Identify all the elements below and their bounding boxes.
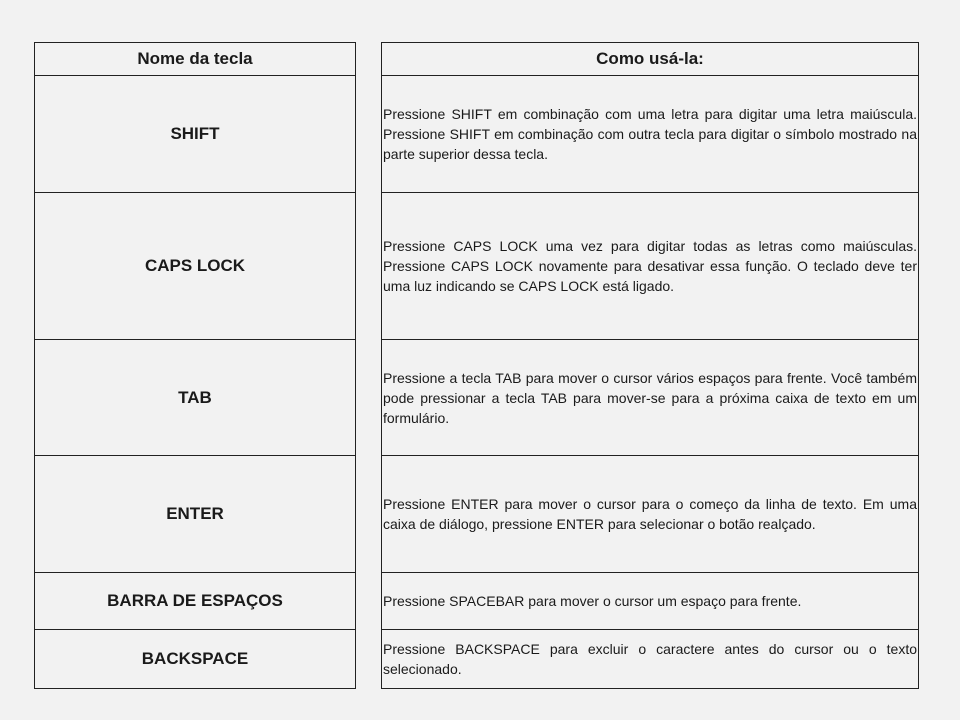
key-name-cell: CAPS LOCK	[35, 193, 355, 340]
key-name-column	[34, 42, 356, 689]
usage-cell	[382, 630, 918, 688]
key-name-cell: BARRA DE ESPAÇOS	[35, 573, 355, 630]
usage-text: Pressione a tecla TAB para mover o cursor vários espaços para frente. Você também pode pressionar a tecla TAB para mover-se para a próxima caixa de texto em um formulário.	[383, 369, 917, 426]
usage-cell	[382, 456, 918, 573]
key-name-cell: BACKSPACE	[141, 649, 249, 668]
key-name-header: Nome da tecla	[35, 43, 355, 76]
usage-text: Pressione CAPS LOCK uma vez para digitar todas as letras como maiúsculas. Pressione CAPS LOCK novamente para desativar essa função. O teclado deve ter uma luz indicando se CAPS LOCK está ligado.	[383, 238, 917, 294]
usage-header: Como usá-la:	[382, 43, 918, 76]
usage-cell	[382, 340, 918, 456]
usage-cell	[382, 76, 918, 193]
usage-text: Pressione BACKSPACE para excluir o caractere antes do cursor ou o texto selecionado.	[383, 641, 917, 677]
key-name-cell: TAB	[35, 340, 355, 456]
key-name-cell: SHIFT	[35, 76, 355, 193]
usage-text: Pressione SPACEBAR para mover o cursor um espaço para frente.	[383, 593, 802, 609]
usage-column	[381, 42, 919, 689]
usage-cell	[382, 193, 918, 340]
key-name-cell: ENTER	[35, 456, 355, 573]
usage-text: Pressione SHIFT em combinação com uma letra para digitar uma letra maiúscula. Pressione SHIFT em combinação com outra tecla para digitar o símbolo mostrado na parte superior dessa tecla.	[383, 106, 917, 162]
usage-cell	[382, 573, 918, 630]
usage-text: Pressione ENTER para mover o cursor para o começo da linha de texto. Em uma caixa de diálogo, pressione ENTER para selecionar o botão realçado.	[383, 496, 917, 532]
